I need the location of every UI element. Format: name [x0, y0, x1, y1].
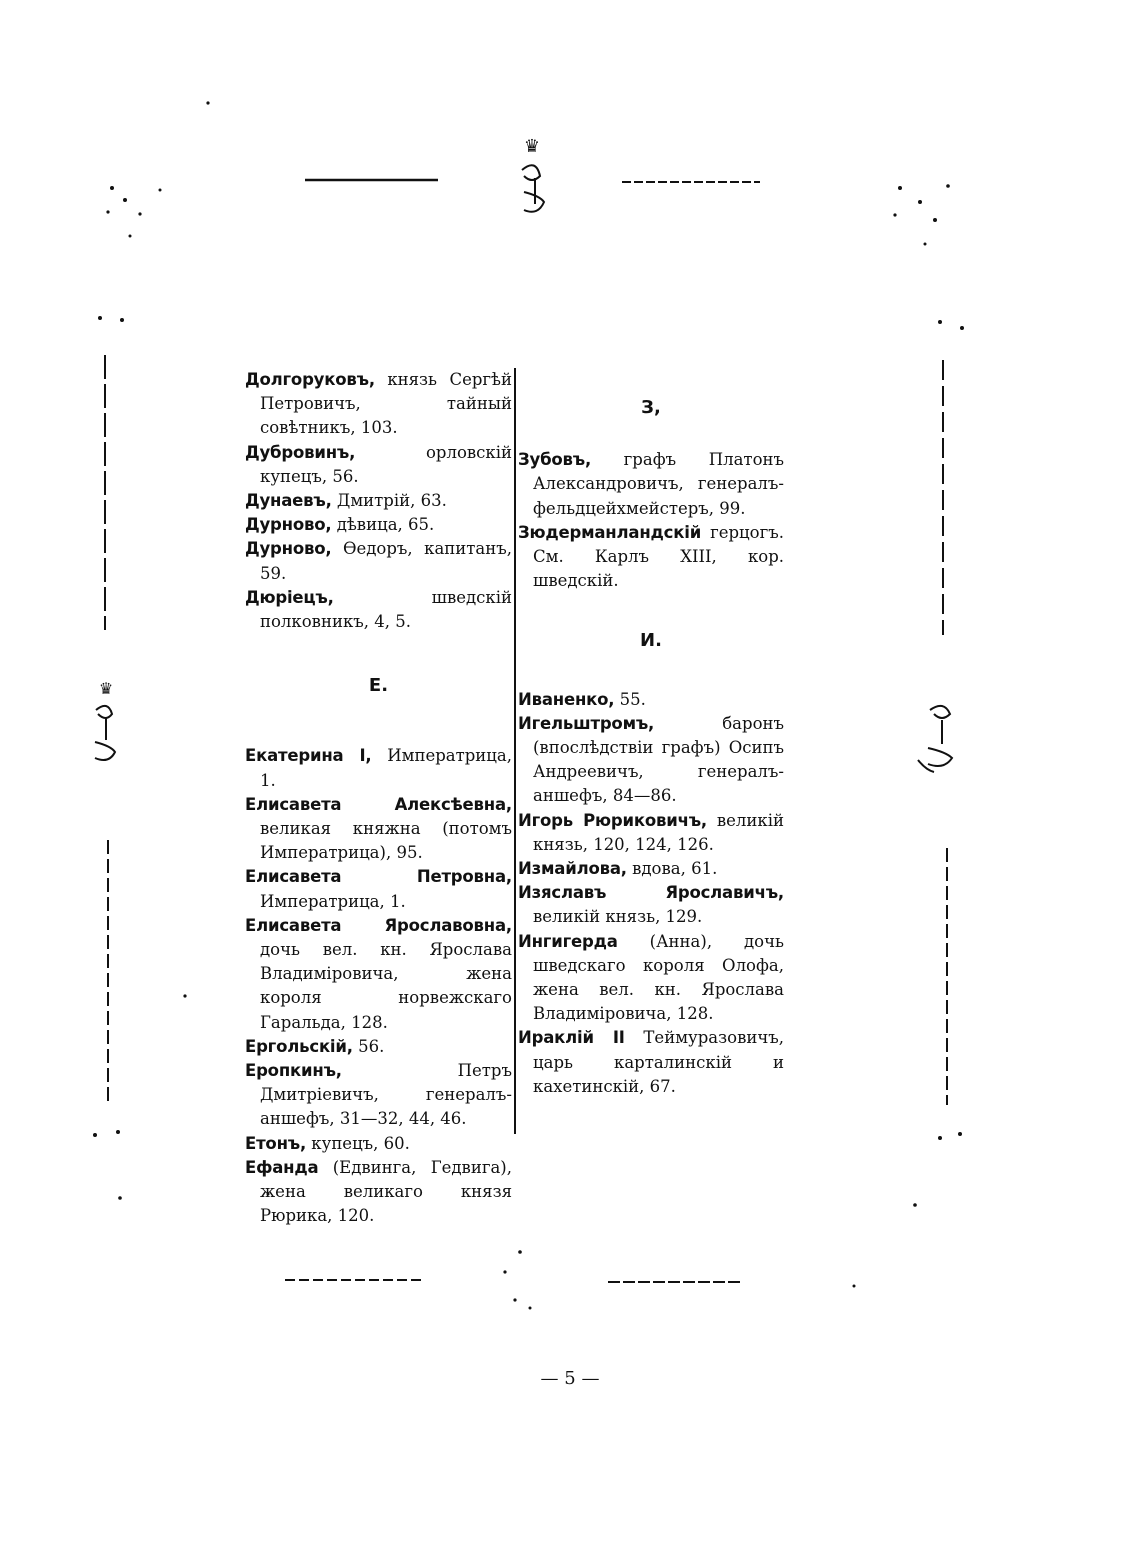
- entry-text: орловскій купецъ, 56.: [260, 442, 512, 486]
- entry-text: великій князь, 129.: [533, 907, 703, 927]
- index-entry: [518, 448, 784, 521]
- svg-text:♛: ♛: [98, 679, 114, 698]
- entry-name: Измайлова,: [518, 859, 627, 879]
- index-entry: [518, 930, 784, 1027]
- entry-text: Ѳедоръ, капитанъ, 59.: [260, 539, 512, 583]
- entry-text: Петръ Дмитріевичъ, генералъ-аншефъ, 31—32, 44, 46.: [260, 1061, 512, 1129]
- left-column: [245, 368, 512, 1229]
- index-group-z: [518, 448, 784, 593]
- entry-text: дочь вел. кн. Ярослава Владиміровича, жена короля норвежскаго Гаральда, 128.: [260, 940, 512, 1032]
- index-entry: [245, 537, 512, 585]
- entry-text: Императрица, 1.: [260, 891, 406, 911]
- entry-text: 55.: [614, 689, 646, 709]
- entry-text: князь Сергѣй Петровичъ, тайный совѣтникъ, 103.: [260, 370, 512, 438]
- entry-name: Елисавета Ярославовна,: [245, 915, 512, 935]
- entry-name: Дюріецъ,: [245, 587, 334, 607]
- entry-name: Долгоруковъ,: [245, 370, 375, 389]
- index-entry: [245, 489, 512, 513]
- entry-name: Дурново,: [245, 515, 332, 535]
- entry-name: Игельштромъ,: [518, 713, 655, 733]
- index-entry: [518, 521, 784, 594]
- column-divider: [514, 368, 516, 1134]
- index-entry: [245, 793, 512, 866]
- svg-text:♛: ♛: [523, 136, 541, 157]
- entry-text: великій князь, 120, 124, 126.: [533, 810, 784, 854]
- index-entry: [518, 712, 784, 809]
- index-entry: [245, 1035, 512, 1059]
- entry-name: Еропкинъ,: [245, 1061, 342, 1081]
- entry-text: купецъ, 60.: [306, 1133, 410, 1153]
- index-entry: [245, 865, 512, 913]
- entry-name: Зюдерманландскій: [518, 522, 702, 542]
- entry-name: Иваненко,: [518, 689, 615, 709]
- entry-text: графъ Платонъ Александровичъ, генералъ-фельдцейхмейстеръ, 99.: [533, 450, 784, 518]
- entry-name: Дурново,: [245, 539, 332, 559]
- entry-name: Дубровинъ,: [245, 442, 356, 462]
- left-monogram-ornament: [95, 679, 115, 760]
- right-monogram-ornament: [918, 706, 952, 772]
- section-letter-e: Е.: [368, 675, 389, 697]
- index-entry: [518, 1026, 784, 1099]
- index-entry: [245, 586, 512, 634]
- entry-text: дѣвица, 65.: [331, 515, 435, 535]
- index-entry: [245, 368, 512, 441]
- index-entry: [518, 881, 784, 929]
- entry-name: Игорь Рюриковичъ,: [518, 810, 708, 830]
- entry-name: Ефанда: [245, 1157, 319, 1177]
- entry-name: Ингигерда: [518, 931, 618, 951]
- entry-name: Зубовъ,: [518, 450, 592, 470]
- index-group-d: [245, 368, 512, 634]
- entry-text: Дмитрій, 63.: [331, 491, 447, 511]
- entry-text: баронъ (впослѣдствіи графъ) Осипъ Андреевичъ, генералъ-аншефъ, 84—86.: [533, 713, 784, 806]
- entry-name: Екатерина I,: [245, 746, 372, 766]
- section-letter-i: И.: [640, 630, 662, 652]
- index-entry: [245, 914, 512, 1035]
- entry-name: Ергольскій,: [245, 1036, 353, 1056]
- index-group-e: [245, 744, 512, 1228]
- top-monogram-ornament: [522, 136, 544, 212]
- index-entry: [518, 857, 784, 881]
- entry-text: вдова, 61.: [626, 859, 718, 879]
- entry-text: великая княжна (потомъ Императрица), 95.: [260, 819, 512, 863]
- entry-name: Елисавета Алексѣевна,: [245, 794, 512, 814]
- entry-text: Теймуразовичъ, царь карталинскій и кахетинскій, 67.: [533, 1028, 785, 1096]
- entry-name: Дунаевъ,: [245, 491, 332, 511]
- index-entry: [518, 809, 784, 857]
- index-group-i: [518, 688, 784, 1099]
- entry-text: шведскій полковникъ, 4, 5.: [260, 587, 512, 632]
- index-entry: [245, 1059, 512, 1132]
- entry-text: герцогъ. См. Карлъ XIII, кор. шведскій.: [533, 522, 784, 591]
- index-entry: [245, 744, 512, 792]
- entry-name: Ираклій II: [518, 1028, 625, 1048]
- index-entry: [245, 1132, 512, 1156]
- index-entry: [518, 688, 784, 712]
- entry-text: Императрица, 1.: [260, 746, 512, 790]
- page-number: — 5 —: [540, 1368, 600, 1389]
- entry-text: 56.: [352, 1036, 385, 1056]
- entry-name: Етонъ,: [245, 1133, 307, 1153]
- entry-text: (Едвинга, Гедвига), жена великаго князя Рюрика, 120.: [260, 1157, 512, 1226]
- section-letter-z: З,: [641, 397, 661, 418]
- index-entry: [245, 1156, 512, 1229]
- index-entry: [245, 513, 512, 537]
- index-entry: [245, 441, 512, 489]
- right-column: [518, 368, 784, 1099]
- entry-name: Елисавета Петровна,: [245, 867, 512, 887]
- entry-name: Изяславъ Ярославичъ,: [518, 883, 784, 903]
- entry-text: (Анна), дочь шведскаго короля Олофа, жена вел. кн. Ярослава Владиміровича, 128.: [533, 931, 784, 1024]
